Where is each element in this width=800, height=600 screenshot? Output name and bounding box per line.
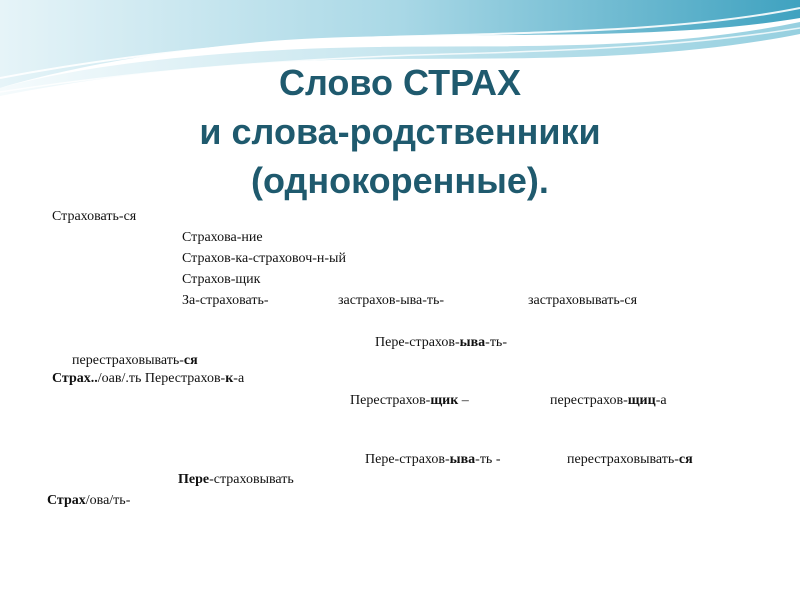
word-strakhovshchik: Страхов-щик [182, 272, 261, 287]
word-perestrakhovyvatsya-2 [567, 451, 693, 469]
word-zastrakhovyvatsya: застраховывать-ся [528, 293, 638, 308]
word-strakh-scheme-2 [47, 492, 130, 510]
word-perestrakhovyvat-1 [375, 334, 507, 352]
word-root-bold: Страх [47, 493, 86, 508]
word-suffix-bold: ся [678, 452, 693, 467]
word-part: Пере-страхов- [365, 452, 450, 467]
word-part: перестрахов- [550, 393, 628, 408]
word-part: -страховывать [209, 472, 294, 487]
word-perestrakhovshchik [350, 392, 469, 410]
word-part: – [458, 393, 469, 408]
word-part: /ова/ть- [85, 493, 131, 508]
word-part: -ть - [475, 452, 501, 467]
word-perestrakhovyvat-2 [365, 451, 500, 469]
word-part: -а [655, 393, 667, 408]
title-line-1: Слово СТРАХ [279, 62, 521, 103]
word-suffix-bold: щиц [627, 393, 656, 408]
word-part: -ть- [485, 335, 507, 350]
word-part: перестраховывать- [567, 452, 679, 467]
word-strakhovka: Страхов-ка-страховоч-н-ый [182, 251, 346, 266]
word-suffix-bold: ся [183, 353, 198, 368]
title-line-2: и слова-родственники [199, 111, 601, 152]
word-perestrakhovyvat-3 [178, 471, 294, 489]
word-perestrakhovshchitsa [550, 392, 667, 410]
word-part: Пере-страхов- [375, 335, 460, 350]
word-part: /оав/.ть Перестрахов- [97, 371, 226, 386]
word-strakhovat-sya: Страховать-ся [52, 209, 137, 224]
word-suffix-bold: ыва [449, 452, 476, 467]
word-part: Перестрахов- [350, 393, 431, 408]
word-strakhovanie: Страхова-ние [182, 230, 263, 245]
word-part: перестраховывать- [72, 353, 184, 368]
word-suffix-bold: к [225, 371, 234, 386]
word-prefix-bold: Пере [178, 472, 210, 487]
slide-title [0, 58, 800, 205]
word-zastrakhovyvat: застрахов-ыва-ть- [338, 293, 445, 308]
title-line-3: (однокоренные). [251, 160, 549, 201]
word-strakh-scheme-1 [52, 370, 244, 388]
word-part: -а [233, 371, 245, 386]
word-root-bold: Страх.. [52, 371, 98, 386]
word-perestrakhovyvatsya-1 [72, 352, 198, 370]
word-suffix-bold: щик [430, 393, 459, 408]
word-suffix-bold: ыва [459, 335, 486, 350]
word-zastrakhovat: За-страховать- [182, 293, 269, 308]
